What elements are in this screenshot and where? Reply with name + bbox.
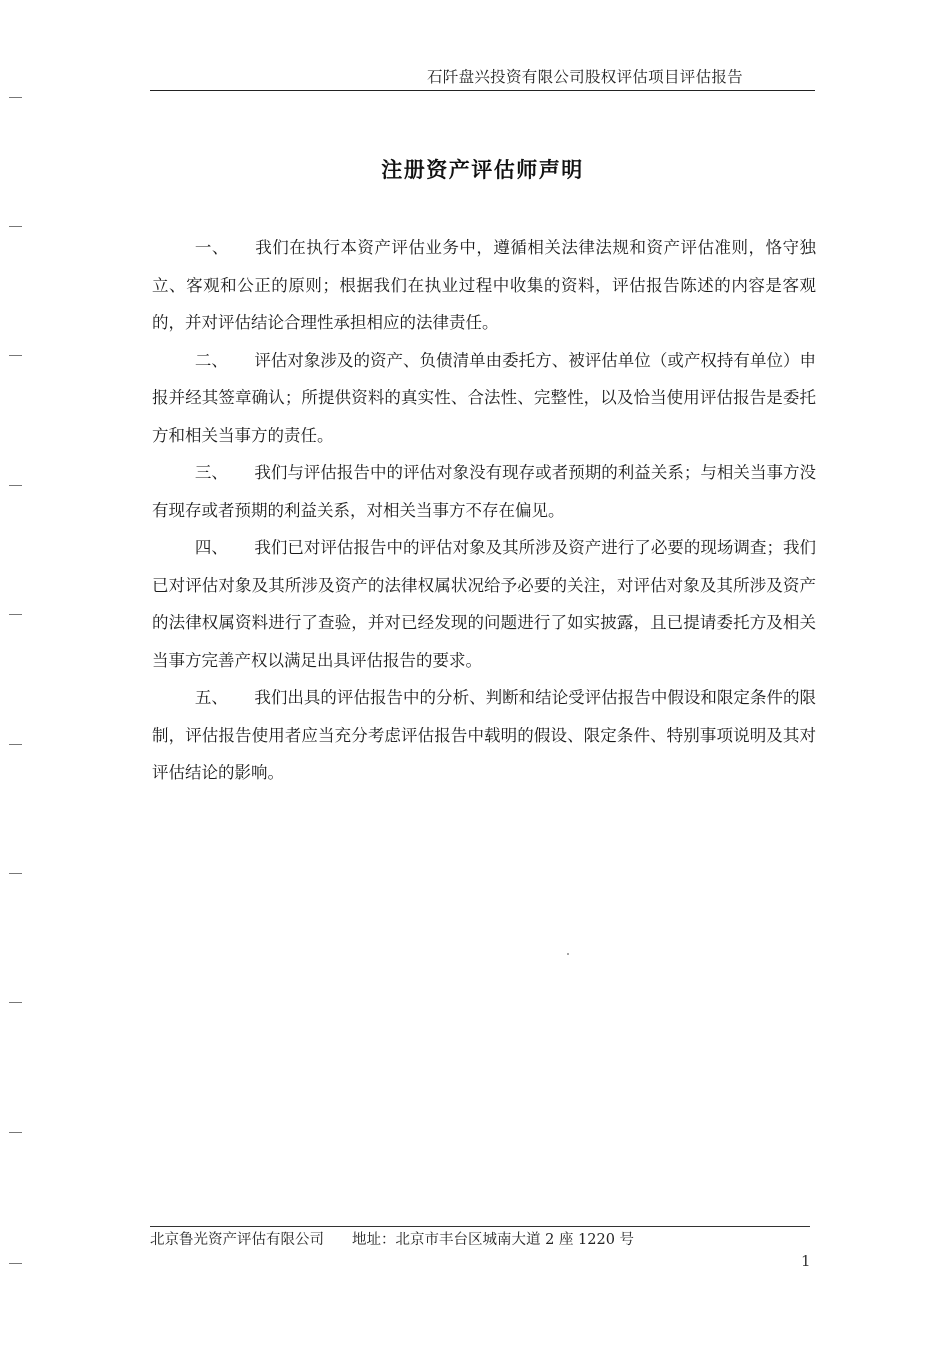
- page-number: 1: [801, 1252, 811, 1270]
- binding-mark: [9, 355, 22, 356]
- statement-paragraph: [152, 342, 816, 455]
- statement-body: [152, 229, 816, 792]
- paragraph-text: 我们在执行本资产评估业务中，遵循相关法律法规和资产评估准则，恪守独立、客观和公正的原则；根据我们在执业过程中收集的资料，评估报告陈述的内容是客观的，并对评估结论合理性承担相应的法律责任。: [152, 238, 817, 332]
- binding-mark: [9, 1002, 22, 1003]
- paragraph-number: 三、: [194, 463, 228, 482]
- binding-mark: [9, 614, 22, 615]
- binding-mark: [9, 1132, 22, 1133]
- binding-mark: [9, 873, 22, 874]
- running-header: [150, 62, 815, 91]
- paragraph-number: 五、: [194, 688, 228, 707]
- paragraph-number: 二、: [194, 350, 228, 370]
- report-title: 石阡盘兴投资有限公司股权评估项目评估报告: [426, 68, 743, 86]
- paragraph-text: 我们出具的评估报告中的分析、判断和结论受评估报告中假设和限定条件的限制，评估报告使用者应当充分考虑评估报告中载明的假设、限定条件、特别事项说明及其对评估结论的影响。: [152, 688, 817, 782]
- statement-paragraph: [152, 529, 816, 679]
- footer: [150, 1228, 634, 1249]
- page-title: 注册资产评估师声明: [381, 158, 584, 182]
- paragraph-text: 我们与评估报告中的评估对象没有现存或者预期的利益关系；与相关当事方没有现存或者预期的利益关系，对相关当事方不存在偏见。: [152, 463, 817, 520]
- binding-mark: [9, 485, 22, 486]
- footer-address: 地址：北京市丰台区城南大道 2 座 1220 号: [352, 1232, 635, 1248]
- statement-paragraph: [152, 679, 816, 792]
- binding-mark: [9, 226, 22, 227]
- statement-paragraph: [152, 229, 816, 342]
- binding-mark: [9, 744, 22, 745]
- paragraph-number: 一、: [194, 238, 229, 257]
- scan-speck: [567, 953, 569, 955]
- footer-company: 北京鲁光资产评估有限公司: [150, 1232, 324, 1248]
- binding-mark: [9, 97, 22, 98]
- paragraph-text: 我们已对评估报告中的评估对象及其所涉及资产进行了必要的现场调查；我们已对评估对象及其所涉及资产的法律权属状况给予必要的关注，对评估对象及其所涉及资产的法律权属资料进行了查验，并对已经发现的问题进行了如实披露，且已提请委托方及相关当事方完善产权以满足出具评估报告的要求。: [152, 538, 817, 670]
- paragraph-text: 评估对象涉及的资产、负债清单由委托方、被评估单位（或产权持有单位）申报并经其签章确认；所提供资料的真实性、合法性、完整性，以及恰当使用评估报告是委托方和相关当事方的责任。: [152, 350, 817, 445]
- paragraph-number: 四、: [194, 538, 228, 557]
- statement-paragraph: [152, 454, 816, 529]
- binding-mark: [9, 1263, 22, 1264]
- footer-rule: [150, 1226, 810, 1227]
